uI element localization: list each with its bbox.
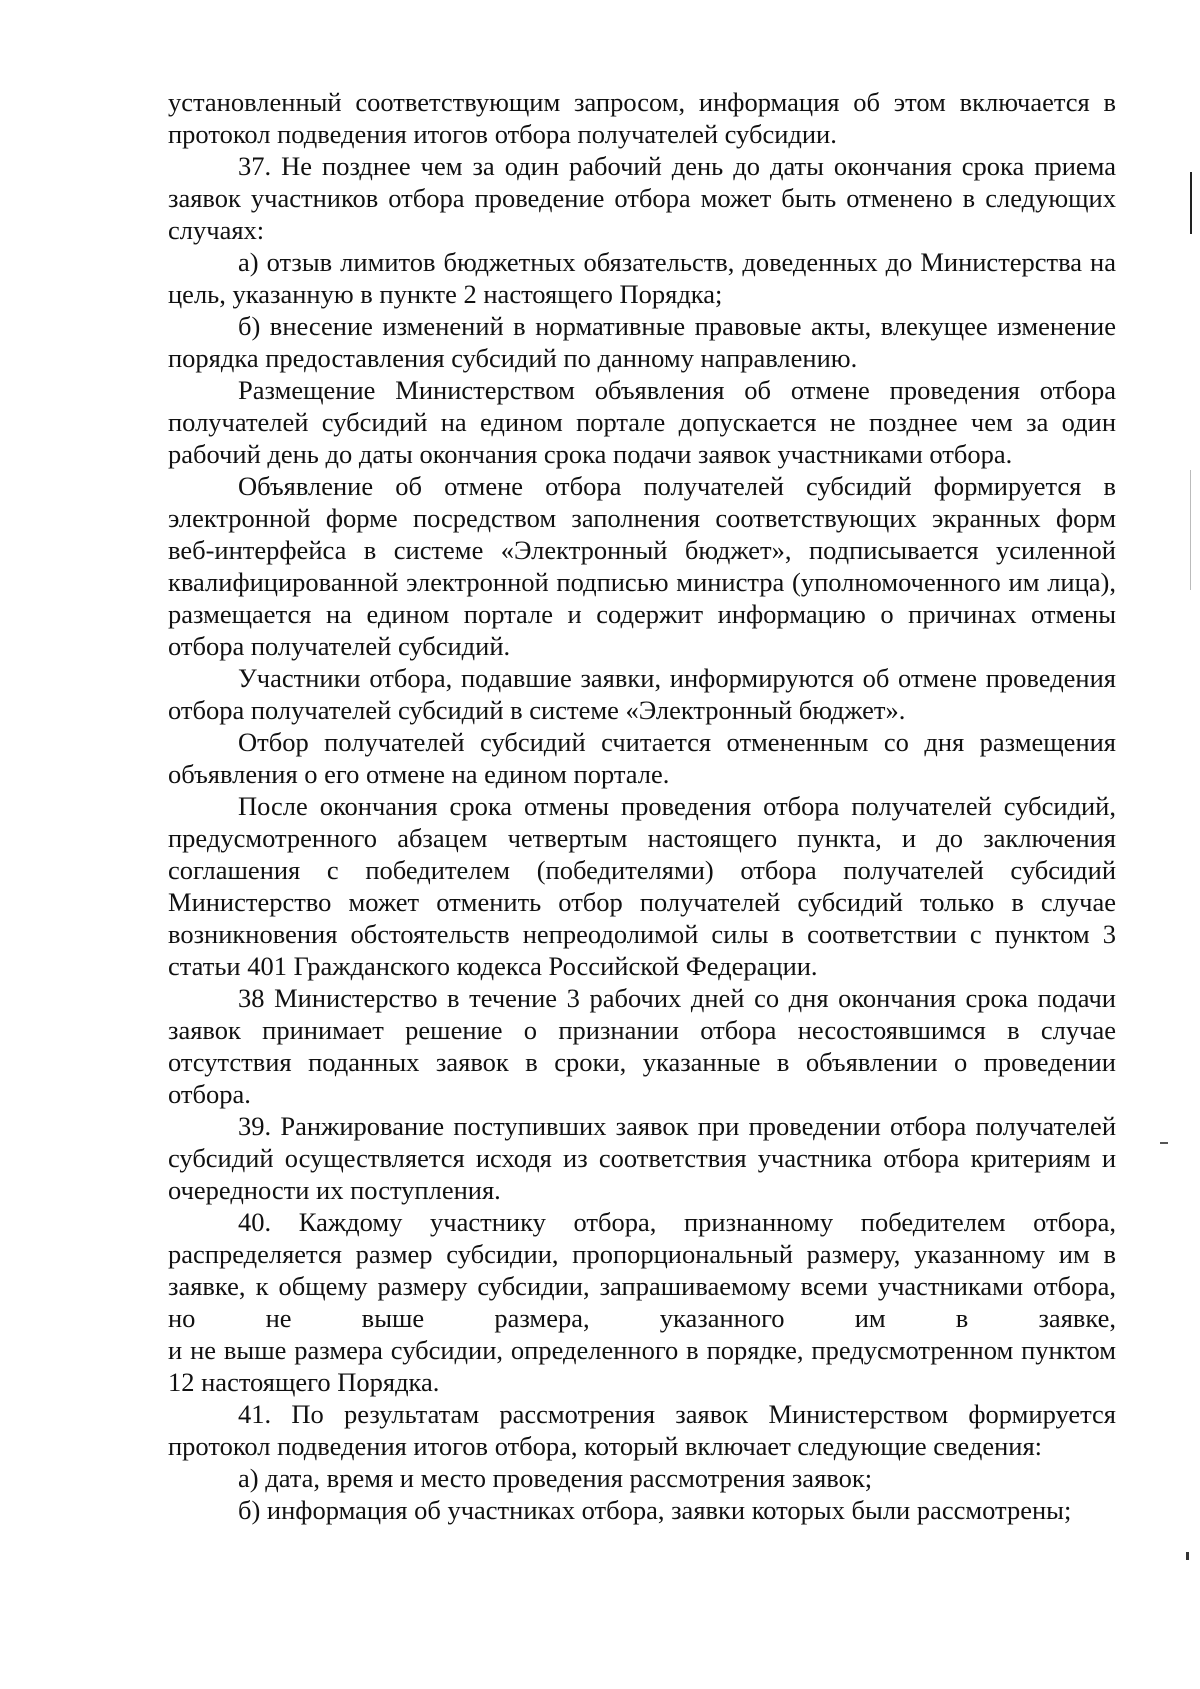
paragraph-continuation: установленный соответствующим запросом, информация об этом включается в протокол подведения итогов отбора получателей субсидии. — [168, 87, 1116, 149]
paragraph-item-41-a: а) дата, время и место проведения рассмотрения заявок; — [238, 1463, 873, 1493]
paragraph-placement: Размещение Министерством объявления об отмене проведения отбора получателей субсидий на едином портале допускается не позднее чем за один рабочий день до даты окончания срока подачи заявок участниками отбора. — [168, 375, 1116, 469]
scan-edge-mark — [1190, 172, 1192, 234]
paragraph-item-41: 41. По результатам рассмотрения заявок Министерством формируется протокол подведения итогов отбора, который включает следующие сведения: — [168, 1399, 1116, 1461]
document-body — [168, 86, 1116, 1526]
paragraph-item-37: 37. Не позднее чем за один рабочий день до даты окончания срока приема заявок участников отбора проведение отбора может быть отменено в следующих случаях: — [168, 151, 1116, 245]
paragraph-subitem-b: б) внесение изменений в нормативные правовые акты, влекущее изменение порядка предоставления субсидий по данному направлению. — [168, 311, 1116, 373]
paragraph-after-cancellation: После окончания срока отмены проведения отбора получателей субсидий, предусмотренного абзацем четвертым настоящего пункта, и до заключения соглашения с победителем (победителями) отбора получателей субсидий Министерство может отменить отбор получателей субсидий только в случае возникновения обстоятельств непреодолимой силы в соответствии с пунктом 3 статьи 401 Гражданского кодекса Российской Федерации. — [168, 791, 1116, 981]
scan-edge-mark — [1160, 1142, 1168, 1144]
paragraph-item-41-b: б) информация об участниках отбора, заявки которых были рассмотрены; — [238, 1495, 1072, 1525]
scan-edge-mark — [1190, 470, 1191, 590]
paragraph-announcement: Объявление об отмене отбора получателей субсидий формируется в электронной форме посредством заполнения соответствующих экранных форм веб-интерфейса в системе «Электронный бюджет», подписывается усиленной квалифицированной электронной подписью министра (уполномоченного им лица), размещается на едином портале и содержит информацию о причинах отмены отбора получателей субсидий. — [168, 471, 1116, 661]
paragraph-participants: Участники отбора, подавшие заявки, информируются об отмене проведения отбора получателей субсидий в системе «Электронный бюджет». — [168, 663, 1116, 725]
paragraph-subitem-a: а) отзыв лимитов бюджетных обязательств, доведенных до Министерства на цель, указанную в пункте 2 настоящего Порядка; — [168, 247, 1116, 309]
paragraph-item-40: 40. Каждому участнику отбора, признанному победителем отбора, распределяется размер субсидии, пропорциональный размеру, указанному им в заявке, к общему размеру субсидии, запрашиваемому всеми участниками отбора, но не выше размера, указанного им в заявке, — [168, 1207, 1116, 1333]
paragraph-item-40-continued: и не выше размера субсидии, определенного в порядке, предусмотренном пунктом 12 настоящего Порядка. — [168, 1335, 1116, 1397]
paragraph-item-39: 39. Ранжирование поступивших заявок при проведении отбора получателей субсидий осуществляется исходя из соответствия участника отбора критериям и очередности их поступления. — [168, 1111, 1116, 1205]
paragraph-cancelled: Отбор получателей субсидий считается отмененным со дня размещения объявления о его отмене на едином портале. — [168, 727, 1116, 789]
scan-edge-mark — [1186, 1552, 1189, 1560]
paragraph-item-38: 38 Министерство в течение 3 рабочих дней со дня окончания срока подачи заявок принимает решение о признании отбора несостоявшимся в случае отсутствия поданных заявок в сроки, указанные в объявлении о проведении отбора. — [168, 983, 1116, 1109]
